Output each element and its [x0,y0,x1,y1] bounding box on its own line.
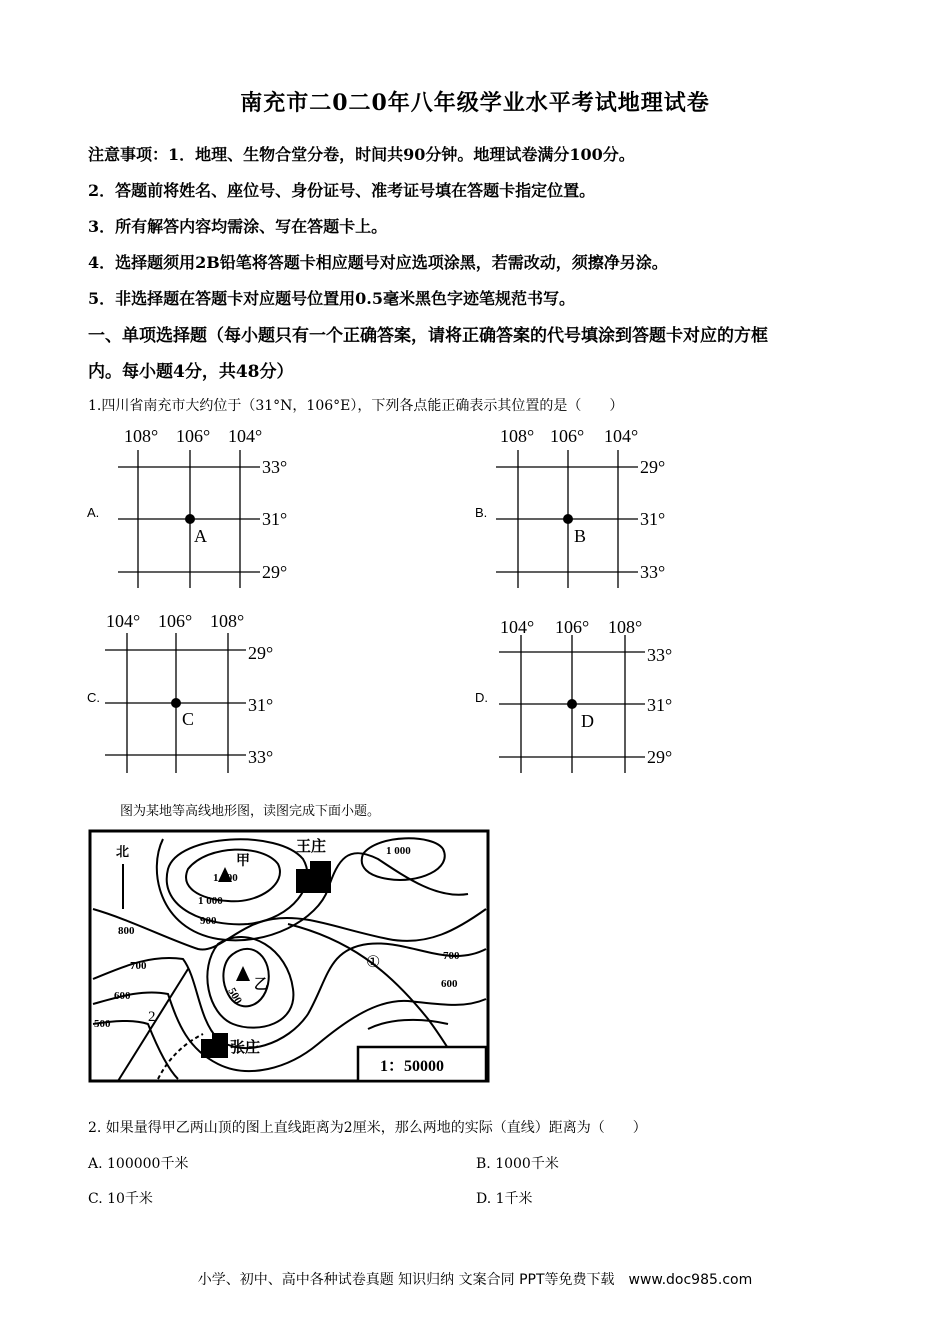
lon-label: 106° [158,611,193,631]
contour-map [88,829,492,1085]
lon-label: 104° [228,426,263,446]
note-5: 5．非选择题在答题卡对应题号位置用0.5毫米黑色字迹笔规范书写。 [88,289,575,308]
contour-label: 600 [114,990,131,1002]
answer-c: C. 10千米 [88,1191,153,1207]
section-heading-line1: 一、单项选择题（每小题只有一个正确答案，请将正确答案的代号填涂到答题卡对应的方框 [88,326,768,346]
question-2-text: 2. 如果量得甲乙两山顶的图上直线距离为2厘米，那么两地的实际（直线）距离为（ ） [88,1120,647,1136]
answer-b: B. 1000千米 [476,1156,559,1172]
contour-label: 600 [441,978,458,990]
answer-d: D. 1千米 [476,1191,533,1207]
lat-label: 31° [262,509,288,529]
lat-label: 33° [262,457,288,477]
peak-yi-label: 乙 [254,978,268,993]
contour-label: 800 [118,925,135,937]
lat-label: 29° [248,643,274,663]
page-footer: 小学、初中、高中各种试卷真题 知识归纳 文案合同 PPT等免费下载 www.doc985.com [197,1272,753,1288]
lon-label: 106° [555,617,590,637]
village-zhang-label: 张庄 [230,1040,261,1056]
note-2: 2．答题前将姓名、座位号、身份证号、准考证号填在答题卡指定位置。 [88,181,596,200]
option-d-grid [495,605,685,775]
marker-1: ① [366,954,381,971]
section-heading-line2: 内。每小题4分，共48分） [88,362,294,382]
contour-label: 900 [200,915,217,927]
contour-label: 1 000 [386,845,411,857]
lat-label: 29° [640,457,666,477]
lon-label: 106° [176,426,211,446]
lat-label: 31° [647,695,673,715]
contour-label: 1 100 [213,872,238,884]
lon-label: 108° [500,426,535,446]
note-1: 注意事项：1．地理、生物合堂分卷，时间共90分钟。地理试卷满分100分。 [88,145,635,164]
scale-label: 1：50000 [380,1058,445,1075]
lat-label: 29° [647,747,673,767]
lon-label: 108° [608,617,643,637]
lon-label: 104° [106,611,141,631]
lon-label: 108° [210,611,245,631]
lat-label: 33° [640,562,666,582]
lon-label: 104° [500,617,535,637]
point-label: A [194,526,207,546]
option-c-grid [100,605,290,775]
lon-label: 106° [550,426,585,446]
option-b-label: B. [475,505,488,520]
answer-a: A. 100000千米 [88,1156,189,1172]
lon-label: 104° [604,426,639,446]
peak-jia-label: 甲 [236,854,250,869]
lat-label: 33° [248,747,274,767]
point-label: B [574,526,587,546]
option-d-label: D. [475,690,488,705]
lat-label: 33° [647,645,673,665]
map-intro: 图为某地等高线地形图，读图完成下面小题。 [120,804,381,819]
contour-label: 500 [225,985,245,1007]
option-c-label: C. [87,690,100,705]
option-a-grid [110,420,300,590]
contour-label: 1 000 [198,895,223,907]
point-label: D [581,711,594,731]
lon-label: 108° [124,426,159,446]
note-4: 4．选择题须用2B铅笔将答题卡相应题号对应选项涂黑，若需改动，须擦净另涂。 [88,253,668,272]
contour-label: 500 [94,1018,111,1030]
page-title: 南充市二0二0年八年级学业水平考试地理试卷 [240,90,710,116]
north-label: 北 [116,844,130,859]
lat-label: 31° [248,695,274,715]
contour-label: 700 [443,950,460,962]
lat-label: 31° [640,509,666,529]
marker-2: 2 [148,1009,156,1025]
lat-label: 29° [262,562,288,582]
village-wang-label: 王庄 [296,839,327,855]
option-b-grid [490,420,680,590]
question-1-text: 1.四川省南充市大约位于（31°N，106°E），下列各点能正确表示其位置的是（ ） [88,398,624,414]
point-label: C [182,709,195,729]
option-a-label: A. [87,505,100,520]
contour-label: 700 [130,960,147,972]
note-3: 3．所有解答内容均需涂、写在答题卡上。 [88,217,388,236]
